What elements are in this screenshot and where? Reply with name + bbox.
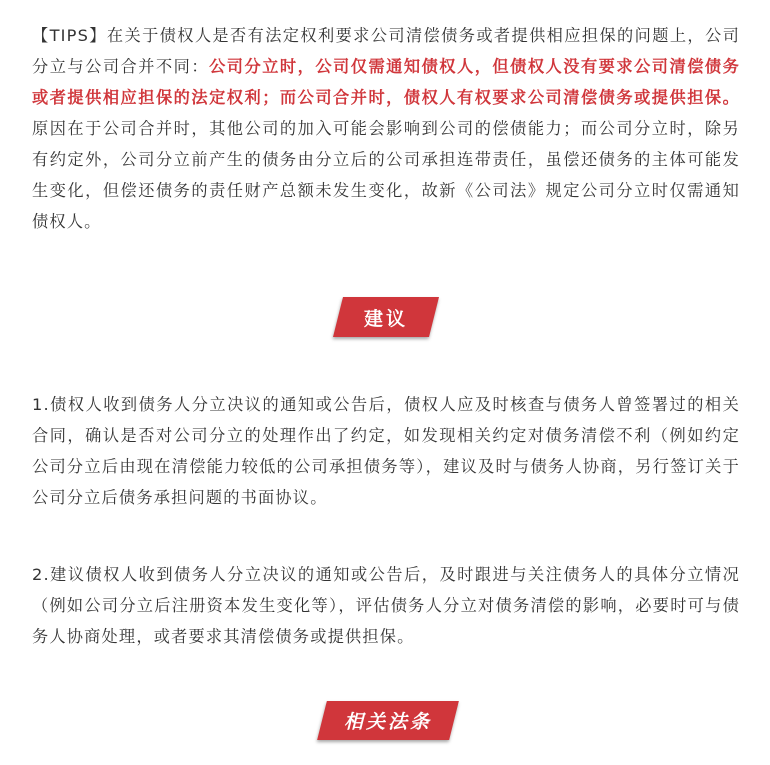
advice-paragraph-1: 1.债权人收到债务人分立决议的通知或公告后，债权人应及时核查与债务人曾签署过的相关合同，确认是否对公司分立的处理作出了约定，如发现相关约定对债务清偿不利（例如约定公司分立后由现在清偿能力较低的公司承担债务等），建议及时与债务人协商，另行签订关于公司分立后债务承担问题的书面协议。 — [32, 395, 740, 507]
tips-rest-text: 原因在于公司合并时，其他公司的加入可能会影响到公司的偿债能力；而公司分立时，除另有约定外，公司分立前产生的债务由分立后的公司承担连带责任，虽偿还债务的主体可能发生变化，但偿还债务的责任财产总额未发生变化，故新《公司法》规定公司分立时仅需通知债权人。 — [32, 119, 740, 231]
advice-paragraph-2: 2.建议债权人收到债务人分立决议的通知或公告后，及时跟进与关注债务人的具体分立情况（例如公司分立后注册资本发生变化等），评估债务人分立对债务清偿的影响，必要时可与债务人协商处理，或者要求其清偿债务或提供担保。 — [32, 565, 740, 646]
section-title-advice: 建议 — [363, 307, 408, 330]
section-banner-advice — [338, 297, 434, 337]
tips-highlight-text: 公司分立时，公司仅需通知债权人，但债权人没有要求公司清偿债务或者提供相应担保的法定权利；而公司合并时，债权人有权要求公司清偿债务或提供担保。 — [32, 57, 741, 107]
section-title-related-laws: 相关法条 — [343, 711, 432, 733]
tips-intro-text: 【TIPS】在关于债权人是否有法定权利要求公司清偿债务或者提供相应担保的问题上，公司分立与公司合并不同： — [32, 26, 740, 76]
section-banner-related-laws — [322, 701, 454, 740]
tips-paragraph — [32, 20, 740, 237]
